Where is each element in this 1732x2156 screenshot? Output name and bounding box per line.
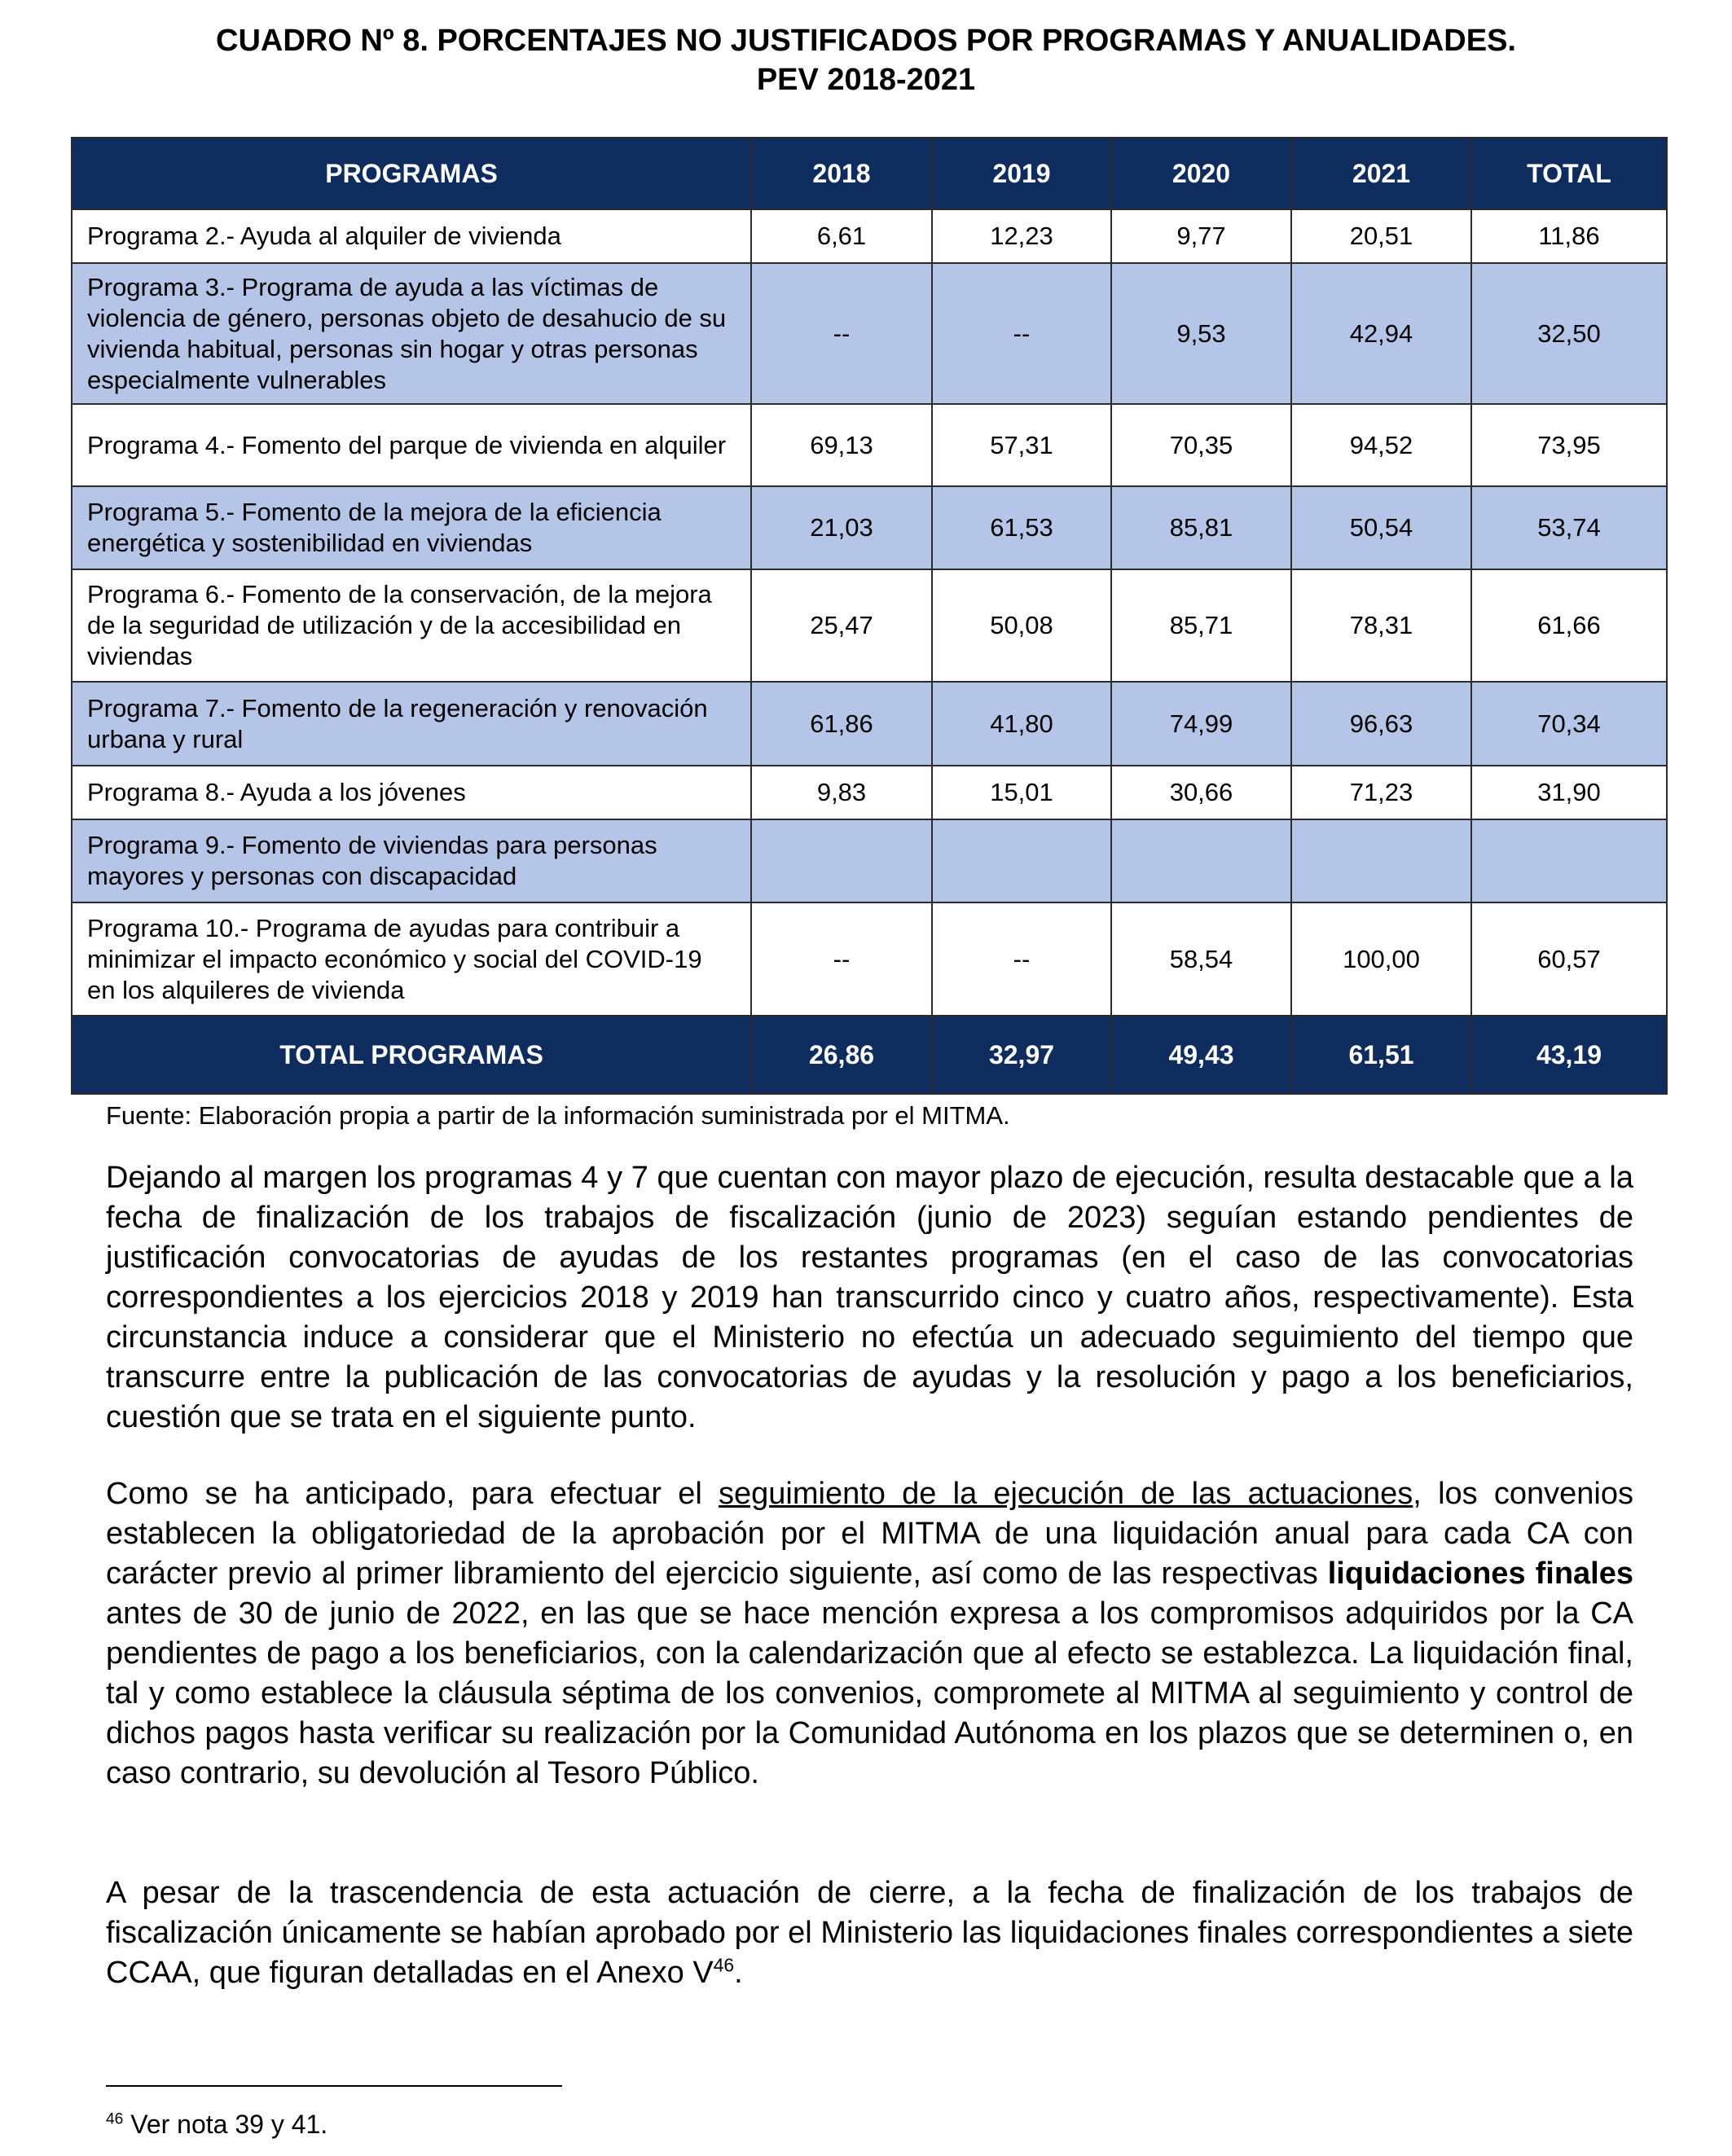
cell-2019: 50,08 (932, 569, 1111, 682)
cell-total (1471, 819, 1667, 902)
total-total: 43,19 (1471, 1016, 1667, 1094)
cell-total: 73,95 (1471, 404, 1667, 486)
cell-2021: 71,23 (1291, 766, 1471, 819)
header-2019: 2019 (932, 138, 1111, 209)
row-label: Programa 8.- Ayuda a los jóvenes (72, 766, 751, 819)
cell-2018: 6,61 (751, 209, 932, 263)
cell-2018: -- (751, 902, 932, 1016)
cell-total: 32,50 (1471, 263, 1667, 404)
row-label: Programa 3.- Programa de ayuda a las víctimas de violencia de género, personas objeto de desahucio de su vivienda habitual, personas sin hogar y otras personas especialmente vulnerables (72, 263, 751, 404)
table-row (72, 486, 1667, 569)
table-total-row (72, 1016, 1667, 1094)
paragraph-2 (106, 1474, 1633, 1794)
programs-table (71, 137, 1668, 1095)
title-line-1: CUADRO Nº 8. PORCENTAJES NO JUSTIFICADOS POR PROGRAMAS Y ANUALIDADES. (216, 24, 1516, 58)
cell-total: 70,34 (1471, 682, 1667, 766)
paragraph-2-part-3: antes de 30 de junio de 2022, en las que se hace mención expresa a los compromisos adquiridos por la CA pendientes de pago a los beneficiarios, con la calendarización que al efecto se establezca. La liquidación final, tal y como establece la cláusula séptima de los convenios, compromete al MITMA al seguimiento y control de dichos pagos hasta verificar su realización por la Comunidad Autónoma en los plazos que se determinen o, en caso contrario, su devolución al Tesoro Público. (106, 1596, 1633, 1790)
header-2020: 2020 (1111, 138, 1291, 209)
table-row (72, 766, 1667, 819)
cell-2020 (1111, 819, 1291, 902)
row-label: Programa 2.- Ayuda al alquiler de vivienda (72, 209, 751, 263)
cell-2018: 69,13 (751, 404, 932, 486)
row-label: Programa 5.- Fomento de la mejora de la eficiencia energética y sostenibilidad en viviendas (72, 486, 751, 569)
total-2021: 61,51 (1291, 1016, 1471, 1094)
cell-2021: 94,52 (1291, 404, 1471, 486)
cell-2019: 15,01 (932, 766, 1111, 819)
cell-2018: -- (751, 263, 932, 404)
table-row (72, 682, 1667, 766)
cell-2021: 42,94 (1291, 263, 1471, 404)
paragraph-2-part-1: Como se ha anticipado, para efectuar el (106, 1477, 719, 1511)
paragraph-1: Dejando al margen los programas 4 y 7 que cuentan con mayor plazo de ejecución, resulta destacable que a la fecha de finalización de los trabajos de fiscalización (junio de 2023) seguían estando pendientes de justificación convocatorias de ayudas de los restantes programas (en el caso de las convocatorias correspondientes a los ejercicios 2018 y 2019 han transcurrido cinco y cuatro años, respectivamente). Esta circunstancia induce a considerar que el Ministerio no efectúa un adecuado seguimiento del tiempo que transcurre entre la publicación de las convocatorias de ayudas y la resolución y pago a los beneficiarios, cuestión que se trata en el siguiente punto. (106, 1161, 1633, 1434)
footnote-reference: 46 (713, 1954, 735, 1976)
total-2020: 49,43 (1111, 1016, 1291, 1094)
paragraph-3-text: A pesar de la trascendencia de esta actuación de cierre, a la fecha de finalización de los trabajos de fiscalización únicamente se habían aprobado por el Ministerio las liquidaciones finales correspondientes a siete CCAA, que figuran detalladas en el Anexo V (106, 1876, 1633, 1990)
paragraph-3-end: . (734, 1956, 743, 1990)
total-label: TOTAL PROGRAMAS (72, 1016, 751, 1094)
cell-total: 11,86 (1471, 209, 1667, 263)
cell-2020: 9,77 (1111, 209, 1291, 263)
row-label: Programa 9.- Fomento de viviendas para personas mayores y personas con discapacidad (72, 819, 751, 902)
cell-2021: 100,00 (1291, 902, 1471, 1016)
paragraph-2-part-2: , los convenios establecen la obligatoriedad de la aprobación por el MITMA de una liquidación anual para cada CA con carácter previo al primer libramiento del ejercicio siguiente, así como de las respectivas (106, 1477, 1633, 1591)
table-header-row (72, 138, 1667, 209)
cell-total: 61,66 (1471, 569, 1667, 682)
cell-2019: -- (932, 263, 1111, 404)
table-row (72, 404, 1667, 486)
cell-2020: 9,53 (1111, 263, 1291, 404)
footnote-divider (106, 2085, 562, 2087)
cell-2019 (932, 819, 1111, 902)
cell-2019: 57,31 (932, 404, 1111, 486)
table-row (72, 819, 1667, 902)
cell-2018: 25,47 (751, 569, 932, 682)
row-label: Programa 6.- Fomento de la conservación, de la mejora de la seguridad de utilización y de la accesibilidad en viviendas (72, 569, 751, 682)
cell-2020: 85,81 (1111, 486, 1291, 569)
cell-2019: -- (932, 902, 1111, 1016)
paragraph-3 (106, 1873, 1633, 1993)
footnote-text: Ver nota 39 y 41. (123, 2110, 328, 2139)
title-line-2: PEV 2018-2021 (756, 63, 976, 97)
cell-2018: 21,03 (751, 486, 932, 569)
cell-2020: 74,99 (1111, 682, 1291, 766)
cell-2019: 41,80 (932, 682, 1111, 766)
paragraph-2-bold: liquidaciones finales (1327, 1557, 1633, 1591)
cell-2020: 70,35 (1111, 404, 1291, 486)
table-title (0, 21, 1732, 99)
cell-total: 60,57 (1471, 902, 1667, 1016)
header-2021: 2021 (1291, 138, 1471, 209)
cell-2018: 9,83 (751, 766, 932, 819)
footnote-number: 46 (106, 2110, 124, 2128)
header-programas: PROGRAMAS (72, 138, 751, 209)
table-row (72, 209, 1667, 263)
cell-2021: 50,54 (1291, 486, 1471, 569)
cell-2018 (751, 819, 932, 902)
cell-2021: 96,63 (1291, 682, 1471, 766)
row-label: Programa 10.- Programa de ayudas para contribuir a minimizar el impacto económico y social del COVID-19 en los alquileres de vivienda (72, 902, 751, 1016)
table-row (72, 569, 1667, 682)
total-2018: 26,86 (751, 1016, 932, 1094)
table-row (72, 902, 1667, 1016)
cell-2021: 78,31 (1291, 569, 1471, 682)
paragraph-2-underlined: seguimiento de la ejecución de las actuaciones (719, 1477, 1413, 1511)
header-2018: 2018 (751, 138, 932, 209)
cell-2020: 30,66 (1111, 766, 1291, 819)
cell-2021: 20,51 (1291, 209, 1471, 263)
cell-2019: 12,23 (932, 209, 1111, 263)
cell-2018: 61,86 (751, 682, 932, 766)
header-total: TOTAL (1471, 138, 1667, 209)
total-2019: 32,97 (932, 1016, 1111, 1094)
cell-2020: 85,71 (1111, 569, 1291, 682)
row-label: Programa 7.- Fomento de la regeneración y renovación urbana y rural (72, 682, 751, 766)
cell-2021 (1291, 819, 1471, 902)
cell-2020: 58,54 (1111, 902, 1291, 1016)
cell-total: 31,90 (1471, 766, 1667, 819)
cell-2019: 61,53 (932, 486, 1111, 569)
table-source: Fuente: Elaboración propia a partir de la información suministrada por el MITMA. (106, 1101, 1010, 1130)
table-row (72, 263, 1667, 404)
row-label: Programa 4.- Fomento del parque de vivienda en alquiler (72, 404, 751, 486)
cell-total: 53,74 (1471, 486, 1667, 569)
footnote (106, 2110, 327, 2140)
